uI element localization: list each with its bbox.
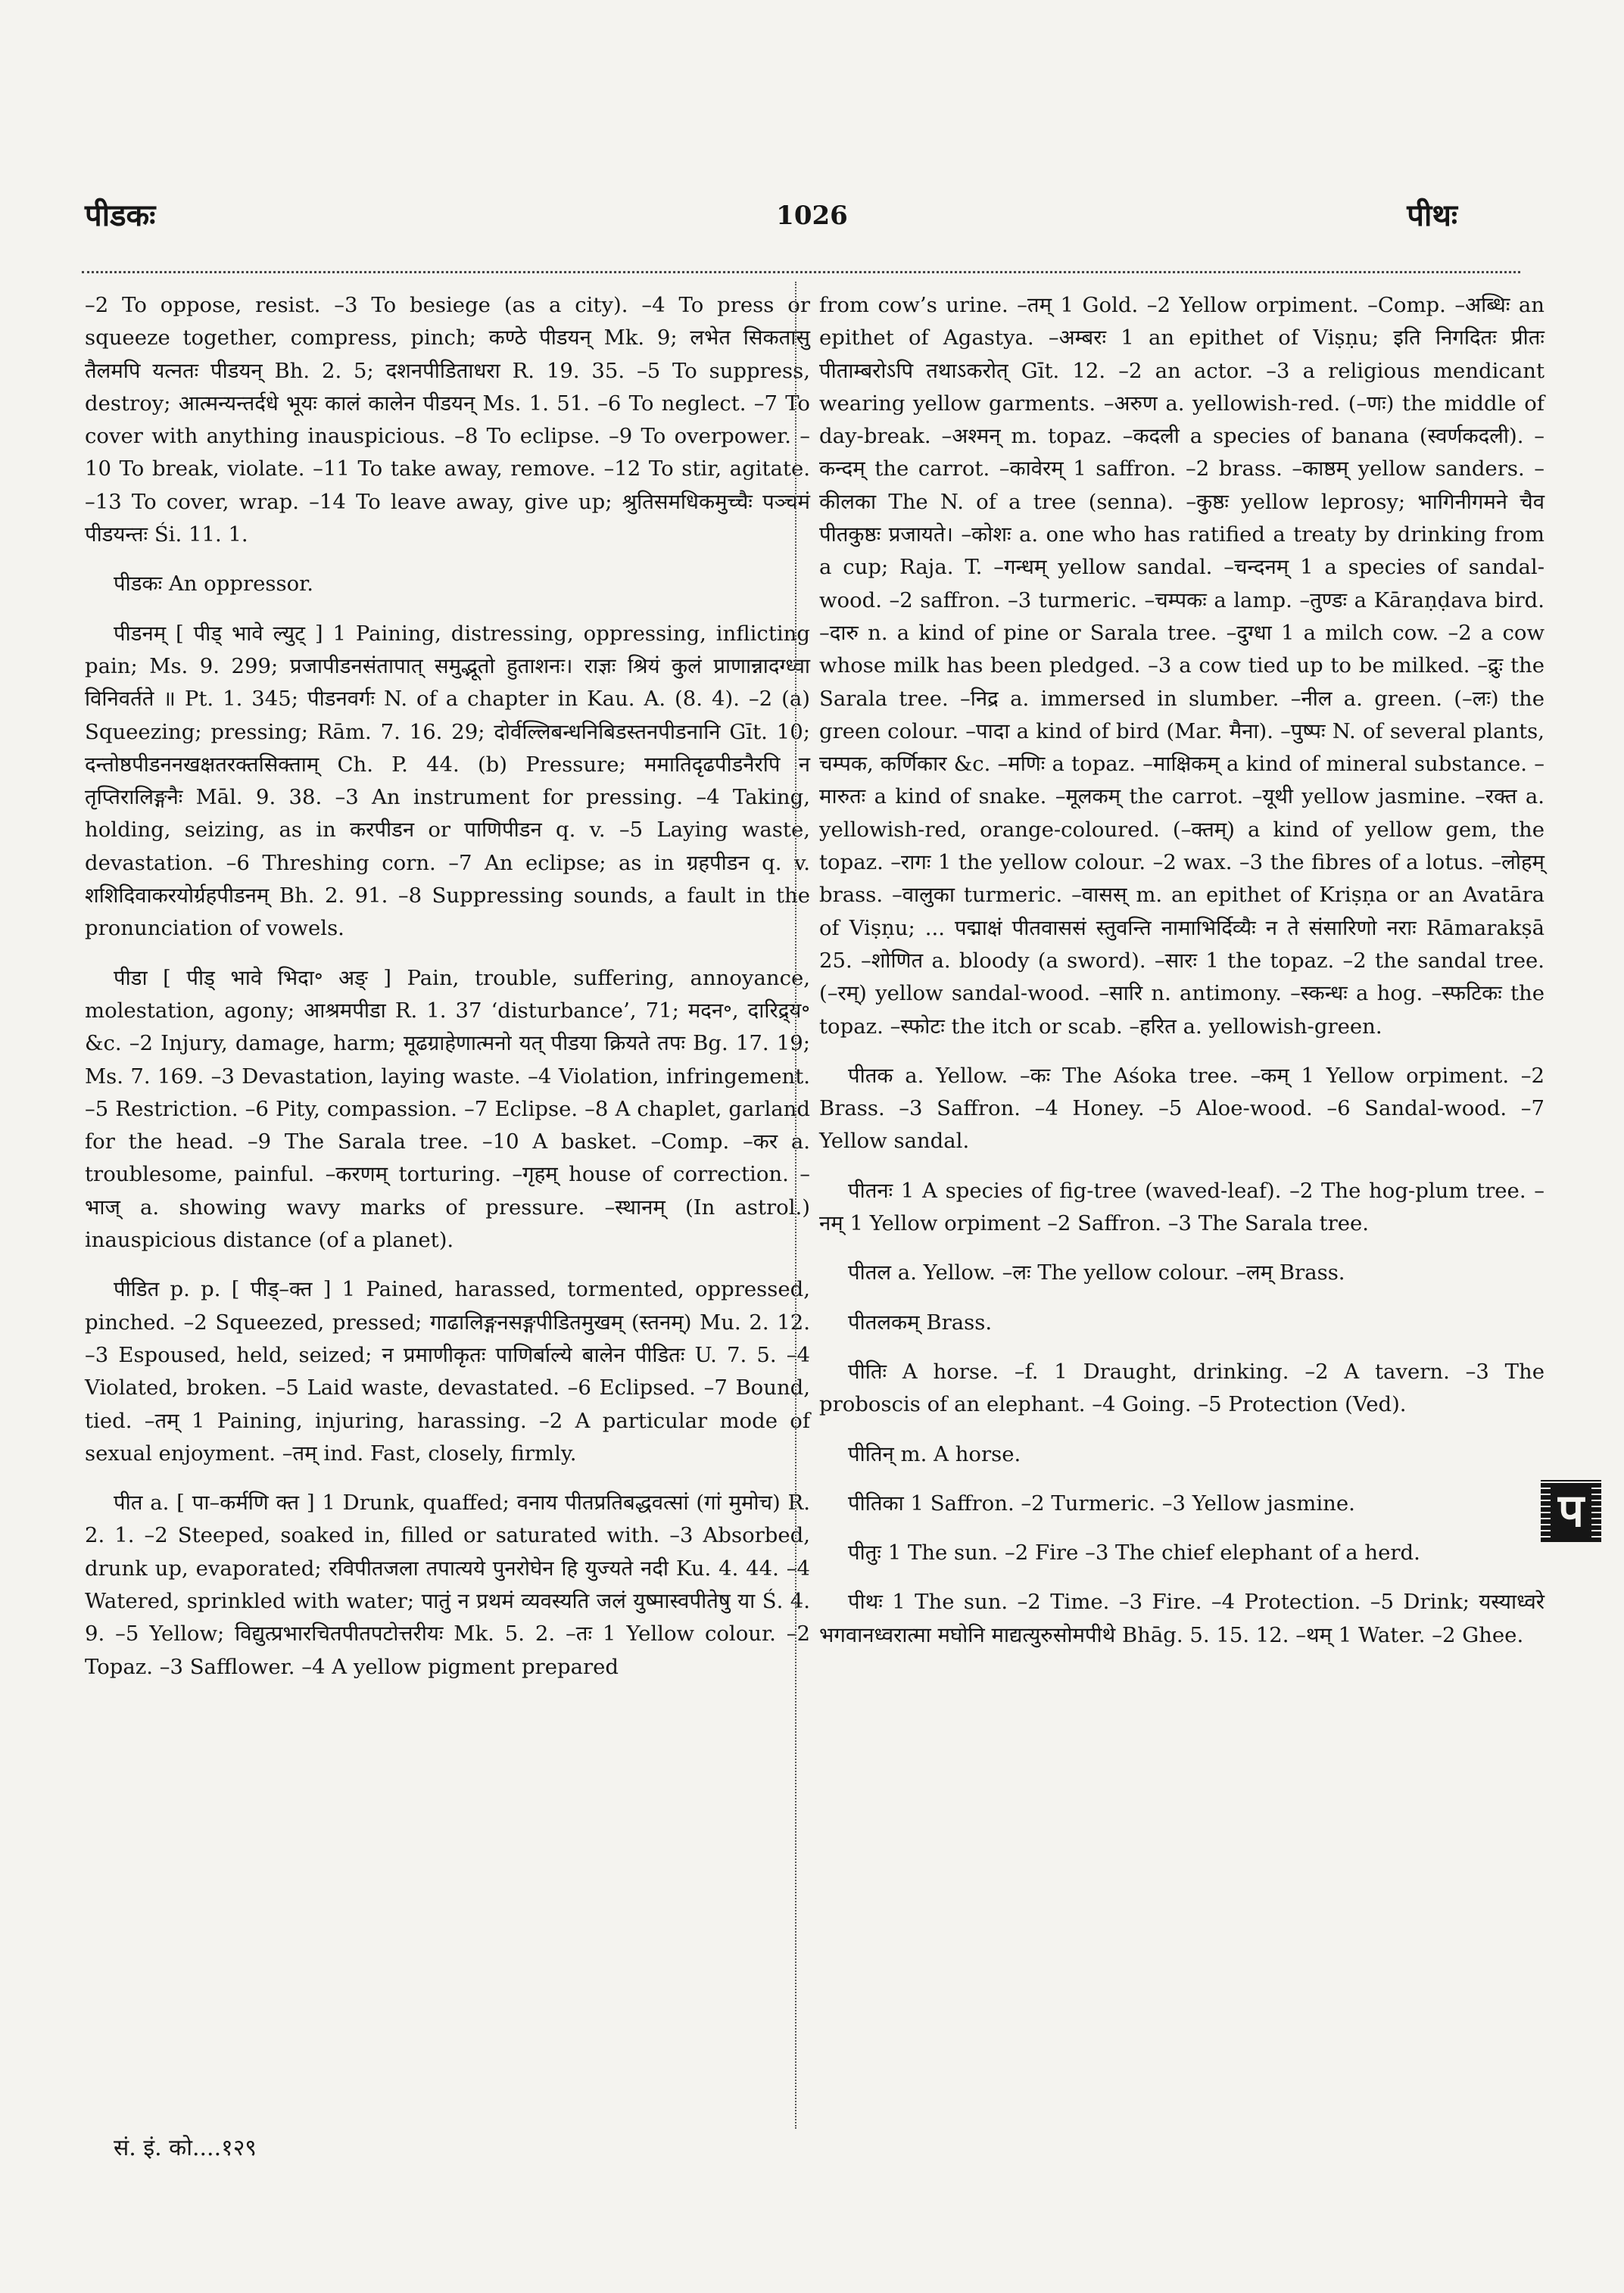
header-rule <box>82 271 1520 273</box>
page-footer-signature: सं. इं. को....१२९ <box>114 2135 257 2161</box>
entry-pitaka: पीतक a. Yellow. –कः The Aśoka tree. –कम् 1 Yellow orpiment. –2 Brass. –3 Saffron. –4 Honey. –5 Aloe-wood. –6 Sandal-wood. –7 Yellow sandal. <box>819 1063 1545 1154</box>
page-number: 1026 <box>776 201 848 231</box>
entry-pidita: पीडित p. p. [ पीड्–क्त ] 1 Pained, harassed, tormented, oppressed, pinched. –2 Squeezed, pressed; गाढालिङ्गनसङ्गपीडितमुखम् (स्तनम्) Mu. 2. 12. –3 Espoused, held, seized; न प्रमाणीकृतः पाणिर्बाल्ये बालेन पीडितः U. 7. 5. –4 Violated, broken. –5 Laid waste, devastated. –6 Eclipsed. –7 Bound, tied. –तम् 1 Paining, injuring, harassing. –2 A particular mode of sexual enjoyment. –तम् ind. Fast, closely, firmly. <box>85 1277 810 1466</box>
section-thumb-tab <box>1541 1480 1601 1542</box>
right-column <box>819 289 1545 2167</box>
left-column <box>85 289 810 2129</box>
entry-pituh: पीतुः 1 The sun. –2 Fire –3 The chief elephant of a herd. <box>848 1541 1420 1566</box>
entry-pita-continuation: from cow’s urine. –तम् 1 Gold. –2 Yellow orpiment. –Comp. –अब्धिः an epithet of Agastya. –अम्बरः 1 an epithet of Viṣṇu; इति निगदितः प्रीतः पीताम्बरोऽपि तथाऽकरोत् Gīt. 12. –2 an actor. –3 a religious mendicant wearing yellow garments. –अरुण a. yellowish-red. (–णः) the middle of day-break. –अश्मन् m. topaz. –कदली a species of banana (स्वर्णकदली). –कन्दम् the carrot. –कावेरम् 1 saffron. –2 brass. –काष्ठम् yellow sanders. –कीलका The N. of a tree (senna). –कुष्ठः yellow leprosy; भागिनीगमने चैव पीतकुष्ठः प्रजायते। –कोशः a. one who has ratified a treaty by drinking from a cup; Raja. T. –गन्धम् yellow sandal. –चन्दनम् 1 a species of sandal-wood. –2 saffron. –3 turmeric. –चम्पकः a lamp. –तुण्डः a Kāraṇḍava bird. –दारु n. a kind of pine or Sarala tree. –दुग्धा 1 a milch cow. –2 a cow whose milk has been pledged. –3 a cow tied up to be milked. –द्रुः the Sarala tree. –निद्र a. immersed in slumber. –नील a. green. (–लः) the green colour. –पादा a kind of bird (Mar. मैना). –पुष्पः N. of several plants, चम्पक, कर्णिकार &c. –मणिः a topaz. –माक्षिकम् a kind of mineral substance. –मारुतः a kind of snake. –मूलकम् the carrot. –यूथी yellow jasmine. –रक्त a. yellowish-red, orange-coloured. (–क्तम्) a kind of yellow gem, the topaz. –रागः 1 the yellow colour. –2 wax. –3 the fibres of a lotus. –लोहम् brass. –वालुका turmeric. –वासस् m. an epithet of Kriṣṇa or an Avatāra of Viṣṇu; ... पद्माक्षं पीतवाससं स्तुवन्ति नामाभिर्दिव्यैः न ते संसारिणो नराः Rāmarakṣā 25. –शोणित a. bloody (a sword). –सारः 1 the topaz. –2 the sandal tree. (–रम्) yellow sandal-wood. –सारि n. antimony. –स्कन्धः a hog. –स्फटिकः the topaz. –स्फोटः the itch or scab. –हरित a. yellowish-green. <box>819 293 1545 1039</box>
entry-pitin: पीतिन् m. A horse. <box>848 1441 1021 1466</box>
header-left-word: पीडकः <box>85 198 156 233</box>
header-right-word: पीथः <box>1407 198 1457 233</box>
entry-pitalakam: पीतलकम् Brass. <box>848 1310 993 1335</box>
entry-pitanah: पीतनः 1 A species of fig-tree (waved-leaf). –2 The hog-plum tree. –नम् 1 Yellow orpiment –2 Saffron. –3 The Sarala tree. <box>819 1178 1545 1236</box>
entry-pidanam: पीडनम् [ पीड् भावे ल्युट् ] 1 Paining, distressing, oppressing, inflicting pain; Ms. 9. 299; प्रजापीडनसंतापात् समुद्भूतो हुताशनः। राज्ञः श्रियं कुलं प्राणान्नादग्ध्वा विनिवर्तते ॥ Pt. 1. 345; पीडनवर्गः N. of a chapter in Kau. A. (8. 4). –2 (a) Squeezing; pressing; Rām. 7. 16. 29; दोर्वल्लिबन्धनिबिडस्तनपीडनानि Gīt. 10; दन्तोष्ठपीडननखक्षतरक्तसिक्ताम् Ch. P. 44. (b) Pressure; ममातिदृढपीडनैरपि न तृप्तिरालिङ्गनैः Māl. 9. 38. –3 An instrument for pressing. –4 Taking, holding, seizing, as in करपीडन or पाणिपीडन q. v. –5 Laying waste, devastation. –6 Threshing corn. –7 An eclipse; as in ग्रहपीडन q. v. शशिदिवाकरयोर्ग्रहपीडनम् Bh. 2. 91. –8 Suppressing sounds, a fault in the pronunciation of vowels. <box>85 621 810 941</box>
entry-pitika: पीतिका 1 Saffron. –2 Turmeric. –3 Yellow jasmine. <box>848 1491 1355 1516</box>
entry-pitala: पीतल a. Yellow. –लः The yellow colour. –लम् Brass. <box>848 1260 1345 1285</box>
column-divider <box>795 282 796 2129</box>
entry-pidakah: पीडकः An oppressor. <box>114 572 314 597</box>
entry-pitih: पीतिः A horse. –f. 1 Draught, drinking. –2 A tavern. –3 The proboscis of an elephant. –4 Going. –5 Protection (Ved). <box>819 1359 1545 1417</box>
entry-pida: पीडा [ पीड् भावे भिदा॰ अङ् ] Pain, trouble, suffering, annoyance, molestation, agony; आश्रमपीडा R. 1. 37 ‘disturbance’, 71; मदन॰, दारिद्र्य॰ &c. –2 Injury, damage, harm; मूढग्राहेणात्मनो यत् पीडया क्रियते तपः Bg. 17. 19; Ms. 7. 169. –3 Devastation, laying waste. –4 Violation, infringement. –5 Restriction. –6 Pity, compassion. –7 Eclipse. –8 A chaplet, garland for the head. –9 The Sarala tree. –10 A basket. –Comp. –कर a. troublesome, painful. –करणम् torturing. –गृहम् house of correction. –भाज् a. showing wavy marks of pressure. –स्थानम् (In astrol.) inauspicious distance (of a planet). <box>85 965 810 1253</box>
entry-continuation: –2 To oppose, resist. –3 To besiege (as a city). –4 To press or squeeze together, compress, pinch; कण्ठे पीडयन् Mk. 9; लभेत सिकतासु तैलमपि यत्नतः पीडयन् Bh. 2. 5; दशनपीडिताधरा R. 19. 35. –5 To suppress, destroy; आत्मन्यन्तर्दधे भूयः कालं कालेन पीडयन् Ms. 1. 51. –6 To neglect. –7 To cover with anything inauspicious. –8 To eclipse. –9 To overpower. –10 To break, violate. –11 To take away, remove. –12 To stir, agitate. –13 To cover, wrap. –14 To leave away, give up; श्रुतिसमधिकमुच्चैः पञ्चमं पीडयन्तः Śi. 11. 1. <box>85 293 810 547</box>
entry-pita: पीत a. [ पा–कर्मणि क्त ] 1 Drunk, quaffed; वनाय पीतप्रतिबद्धवत्सां (गां मुमोच) R. 2. 1. –2 Steeped, soaked in, filled or saturated with. –3 Absorbed, drunk up, evaporated; रविपीतजला तपात्यये पुनरोघेन हि युज्यते नदी Ku. 4. 44. –4 Watered, sprinkled with water; पातुं न प्रथमं व्यवस्यति जलं युष्मास्वपीतेषु या Ś. 4. 9. –5 Yellow; विद्युत्प्रभारचितपीतपटोत्तरीयः Mk. 5. 2. –तः 1 Yellow colour. –2 Topaz. –3 Safflower. –4 A yellow pigment prepared <box>85 1491 810 1679</box>
section-letter: प <box>1551 1485 1591 1537</box>
entry-pithah: पीथः 1 The sun. –2 Time. –3 Fire. –4 Protection. –5 Drink; यस्याध्वरे भगवानध्वरात्मा मघोनि माद्यत्युरुसोमपीथे Bhāg. 5. 15. 12. –थम् 1 Water. –2 Ghee. <box>819 1590 1545 1647</box>
